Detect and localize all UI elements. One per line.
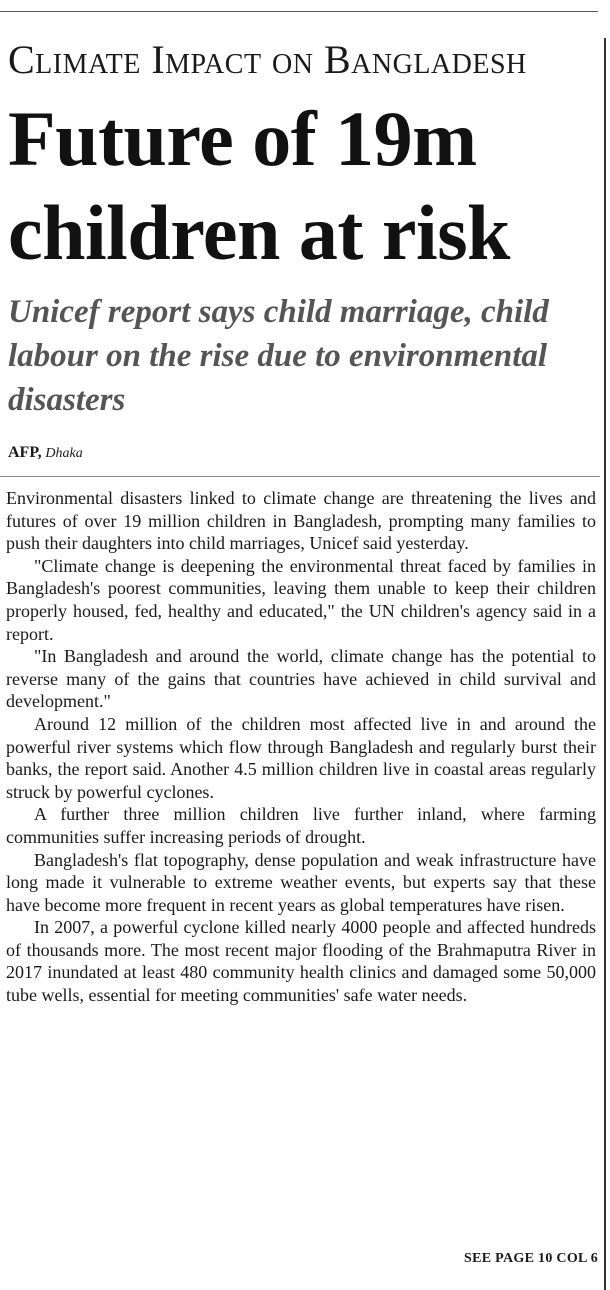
article-paragraph: In 2007, a powerful cyclone killed nearly 4000 people and affected hundreds of thousands more. The most recent major flooding of the Brahmaputra River in 2017 inundated at least 480 community health clinics and damaged some 50,000 tube wells, essential for meeting communities' safe water needs. [6, 917, 596, 1006]
article-paragraph: Bangladesh's flat topography, dense population and weak infrastructure have long made it vulnerable to extreme weather events, but experts say that these have become more frequent in recent years as global temperatures have risen. [6, 849, 596, 915]
article-paragraph: Environmental disasters linked to climate change are threatening the lives and futures of over 19 million children in Bangladesh, prompting many families to push their daughters into child marriages, Unicef said yesterday. [6, 488, 596, 554]
article-paragraph: "In Bangladesh and around the world, climate change has the potential to reverse many of the gains that countries have achieved in child survival and development." [6, 646, 596, 712]
byline-agency: AFP, [8, 444, 42, 461]
kicker-title: Climate Impact on Bangladesh [8, 37, 527, 82]
body-divider [0, 476, 600, 477]
byline [8, 443, 83, 464]
article-paragraph: Around 12 million of the children most affected live in and around the powerful river systems which flow through Bangladesh and regularly burst their banks, the report said. Another 4.5 million children live in coastal areas regularly struck by powerful cyclones. [6, 713, 596, 802]
article-paragraph: A further three million children live further inland, where farming communities suffer increasing periods of drought. [6, 804, 596, 847]
article-body [6, 487, 596, 1007]
headline: Future of 19m children at risk [8, 95, 510, 276]
continuation-note: SEE PAGE 10 COL 6 [464, 1251, 598, 1266]
top-rule [0, 11, 598, 12]
byline-place: Dhaka [45, 446, 83, 461]
column-rule [604, 38, 606, 1290]
subheadline: Unicef report says child marriage, child labour on the rise due to environmental disasters [8, 294, 549, 418]
article-paragraph: "Climate change is deepening the environmental threat faced by families in Bangladesh's poorest communities, leaving them unable to keep their children properly housed, fed, healthy and educated," the UN children's agency said in a report. [6, 555, 596, 644]
